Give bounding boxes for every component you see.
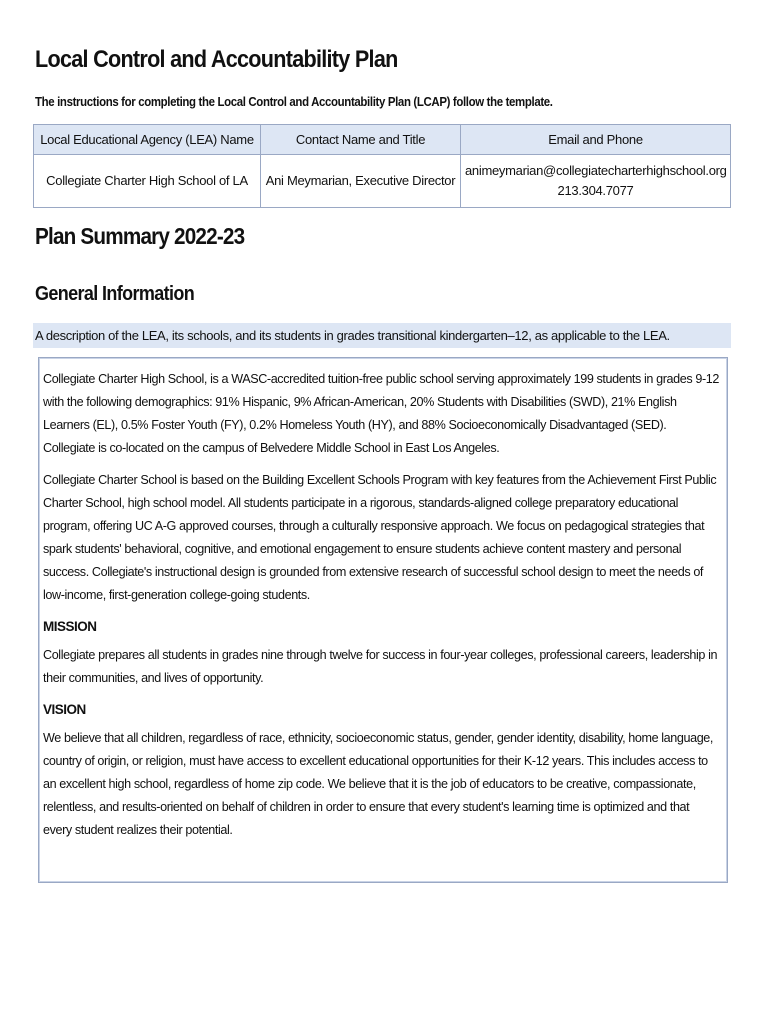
phone-text: 213.304.7077 [557,183,634,198]
contact-cell: Ani Meymarian, Executive Director [261,155,461,208]
description-paragraph-2: Collegiate Charter School is based on the Building Excellent Schools Program with key features from the Achievement First Public Charter School, high school model. All students participate in a rigorous, standards-aligned college preparatory educational program, offering UC A-G approved courses, through a culturally responsive approach. We focus on pedagogical strategies that spark students' behavioral, cognitive, and emotional engagement to ensure students achieve content mastery and personal success. Collegiate's instructional design is grounded from extensive research of successful school design to meet the needs of low-income, first-generation college-going students. [43,473,717,602]
header-contact: Contact Name and Title [261,125,461,155]
header-email-phone: Email and Phone [461,125,731,155]
general-information-heading: General Information [35,283,195,305]
header-lea-name: Local Educational Agency (LEA) Name [34,125,261,155]
instructions-text: The instructions for completing the Local Control and Accountability Plan (LCAP) follow the template. [35,94,553,109]
description-prompt: A description of the LEA, its schools, and its students in grades transitional kindergarten–12, as applicable to the LEA. [33,323,731,348]
mission-heading: MISSION [43,619,97,634]
vision-heading: VISION [43,702,86,717]
vision-text: We believe that all children, regardless of race, ethnicity, socioeconomic status, gender, gender identity, disability, home language, country of origin, or religion, must have access to excellent educational opportunities for their K-12 years. This includes access to an excellent high school, regardless of home zip code. We believe that it is the job of educators to be creative, compassionate, relentless, and results-oriented on behalf of children in order to ensure that every student's learning time is optimized and that every student realizes their potential. [43,731,714,837]
table-header-row [34,125,731,155]
page-title: Local Control and Accountability Plan [35,46,398,73]
email-phone-cell [461,155,731,208]
email-text: animeymarian@collegiatecharterhighschool.org [465,163,727,178]
table-row [34,155,731,208]
description-box [38,357,728,883]
mission-text: Collegiate prepares all students in grades nine through twelve for success in four-year colleges, professional careers, leadership in their communities, and lives of opportunity. [43,648,718,685]
lea-name-cell: Collegiate Charter High School of LA [34,155,261,208]
lea-info-table [33,124,731,208]
description-paragraph-1: Collegiate Charter High School, is a WASC-accredited tuition-free public school serving approximately 199 students in grades 9-12 with the following demographics: 91% Hispanic, 9% African-American, 20% Students with Disabilities (SWD), 21% English Learners (EL), 0.5% Foster Youth (FY), 0.2% Homeless Youth (HY), and 88% Socioeconomically Disadvantaged (SED). Collegiate is co-located on the campus of Belvedere Middle School in East Los Angeles. [43,372,719,455]
plan-summary-heading: Plan Summary 2022-23 [35,223,245,249]
